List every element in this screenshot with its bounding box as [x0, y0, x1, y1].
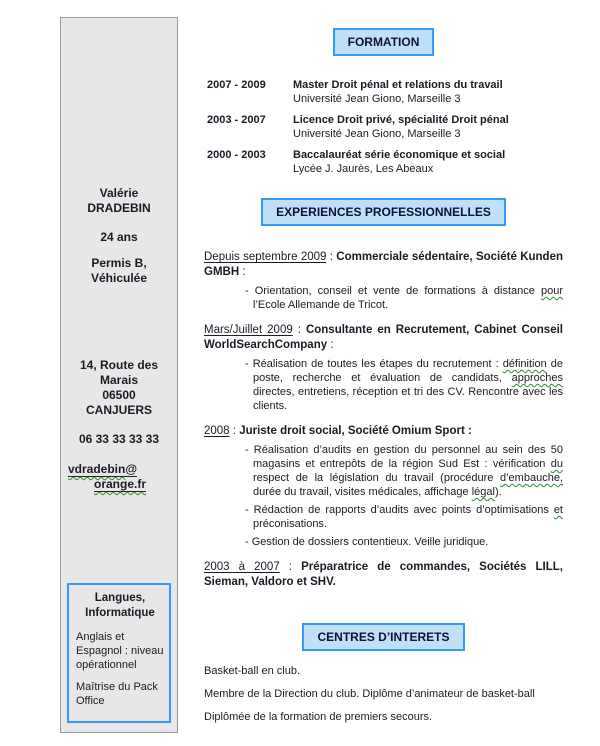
postal-address: [61, 358, 177, 418]
candidate-first-name: Valérie: [99, 186, 139, 200]
text-segment: :: [292, 324, 306, 336]
text-segment: durée du travail, visites médicales, affichage: [253, 486, 472, 498]
candidate-name: [61, 186, 177, 216]
text-segment: vdradebin: [68, 462, 126, 476]
skill-item-languages: Anglais et Espagnol : niveau opérationnel: [76, 631, 164, 671]
text-segment: - Orientation, conseil et vente de formations à distance: [245, 285, 541, 297]
text-segment: - Gestion de dossiers contentieux. Veille juridique.: [245, 536, 489, 548]
formation-school: Université Jean Giono, Marseille 3: [293, 128, 461, 140]
experience-bullet: [204, 503, 563, 531]
text-segment: :: [279, 561, 302, 573]
candidate-last-name: DRADEBIN: [87, 201, 151, 215]
address-line: Marais: [99, 373, 139, 387]
skills-box-title: [76, 591, 164, 621]
interest-line: Basket-ball en club.: [204, 665, 300, 677]
interest-line: Membre de la Direction du club. Diplôme d’animateur de basket-ball: [204, 688, 535, 700]
interests-list: [204, 664, 563, 733]
experience-item: [204, 323, 563, 413]
formation-dates: 2003 - 2007: [207, 114, 266, 126]
formation-list: [204, 78, 563, 183]
experience-item: [204, 424, 563, 549]
languages-it-box: [67, 583, 171, 723]
text-segment: respect de la législation du travail (procédure: [253, 472, 500, 484]
text-segment: Juriste droit social, Société Omium Sport :: [239, 425, 472, 437]
formation-school: Université Jean Giono, Marseille 3: [293, 93, 461, 105]
text-segment: préconisations.: [253, 518, 327, 530]
formation-degree: Baccalauréat série économique et social: [293, 149, 506, 161]
experience-list: [204, 250, 563, 601]
formation-entry: [204, 113, 563, 141]
text-segment: légal: [471, 486, 495, 498]
formation-section-header: [204, 28, 563, 56]
interest-line: Diplômée de la formation de premiers secours.: [204, 711, 433, 723]
text-segment: Consultante en Recrutement, Cabinet Conseil WorldSearchCompany: [204, 324, 563, 351]
experience-bullet: [204, 535, 563, 549]
formation-dates: 2007 - 2009: [207, 79, 266, 91]
formation-degree: Licence Droit privé, spécialité Droit pénal: [293, 114, 509, 126]
formation-detail: [293, 148, 563, 176]
text-segment: Depuis septembre 2009: [204, 251, 327, 263]
text-segment: directes, entretiens, réception et tri des CV. Rencontre avec les clients.: [253, 386, 563, 412]
text-segment: :: [326, 251, 337, 263]
text-segment: - Réalisation de toutes les étapes du recrutement :: [245, 358, 503, 370]
formation-degree: Master Droit pénal et relations du travail: [293, 79, 503, 91]
candidate-age: 24 ans: [100, 230, 138, 244]
text-segment: :: [229, 425, 240, 437]
text-segment: approches: [511, 372, 563, 384]
experience-item: [204, 250, 563, 312]
formation-title: FORMATION: [333, 28, 435, 56]
text-segment: définition: [502, 358, 547, 370]
text-segment: Mars/Juillet 2009: [204, 324, 293, 336]
text-segment: - Réalisation d’audits en gestion du personnel au sein des 50 magasins et entrepôts de la région Sud Est : vérification: [245, 444, 563, 470]
text-segment: pour: [540, 285, 563, 297]
text-segment: Préparatrice de commandes, Sociétés LILL, Sieman, Valdoro et SHV.: [204, 561, 563, 588]
permit-line: Permis B,: [91, 256, 147, 270]
experience-heading: [204, 323, 563, 353]
experience-item: [204, 560, 563, 590]
permit-line: Véhiculée: [90, 271, 148, 285]
text-segment: :: [327, 339, 334, 351]
experience-bullet: [204, 284, 563, 312]
text-segment: 2003 à 2007: [204, 561, 280, 573]
formation-detail: [293, 78, 563, 106]
skills-title-line: Informatique: [85, 607, 155, 619]
phone-number: 06 33 33 33 33: [78, 432, 160, 446]
formation-entry: [204, 78, 563, 106]
text-segment: et: [553, 504, 563, 516]
experience-heading: [204, 424, 563, 439]
email-line[interactable]: [68, 462, 177, 477]
driving-permit: [61, 256, 177, 286]
text-segment: du: [550, 458, 563, 470]
text-segment: ).: [494, 486, 502, 498]
skill-item-office: Maîtrise du Pack Office: [76, 681, 158, 707]
text-segment: d’embauche,: [500, 472, 563, 484]
experiences-title: EXPERIENCES PROFESSIONNELLES: [261, 198, 506, 226]
email-line[interactable]: [68, 477, 177, 492]
experience-bullet: [204, 357, 563, 413]
skills-title-line: Langues,: [94, 592, 146, 604]
formation-detail: [293, 113, 563, 141]
experiences-section-header: [204, 198, 563, 226]
text-segment: de poste, recherche et évaluation de candidats,: [253, 358, 564, 384]
email-link[interactable]: [61, 462, 177, 492]
address-line: CANJUERS: [85, 403, 152, 417]
experience-bullet: [204, 443, 563, 499]
experience-heading: [204, 250, 563, 280]
address-line: 14, Route des: [79, 358, 159, 372]
text-segment: orange.fr: [94, 477, 147, 491]
text-segment: 2008: [204, 425, 230, 437]
formation-entry: [204, 148, 563, 176]
text-segment: l’Ecole Allemande de Tricot.: [253, 299, 389, 311]
text-segment: Commerciale sédentaire, Société Kunden GMBH: [204, 251, 563, 278]
personal-info-sidebar: [60, 17, 178, 733]
formation-school: Lycée J. Jaurès, Les Abeaux: [293, 163, 434, 175]
experience-heading: [204, 560, 563, 590]
text-segment: @: [125, 462, 138, 476]
text-segment: :: [239, 266, 246, 278]
formation-dates: 2000 - 2003: [207, 149, 266, 161]
interests-section-header: [204, 623, 563, 651]
text-segment: - Rédaction de rapports d’audits avec points d’optimisations: [245, 504, 554, 516]
interests-title: CENTRES D’INTERETS: [302, 623, 464, 651]
address-line: 06500: [102, 388, 136, 402]
